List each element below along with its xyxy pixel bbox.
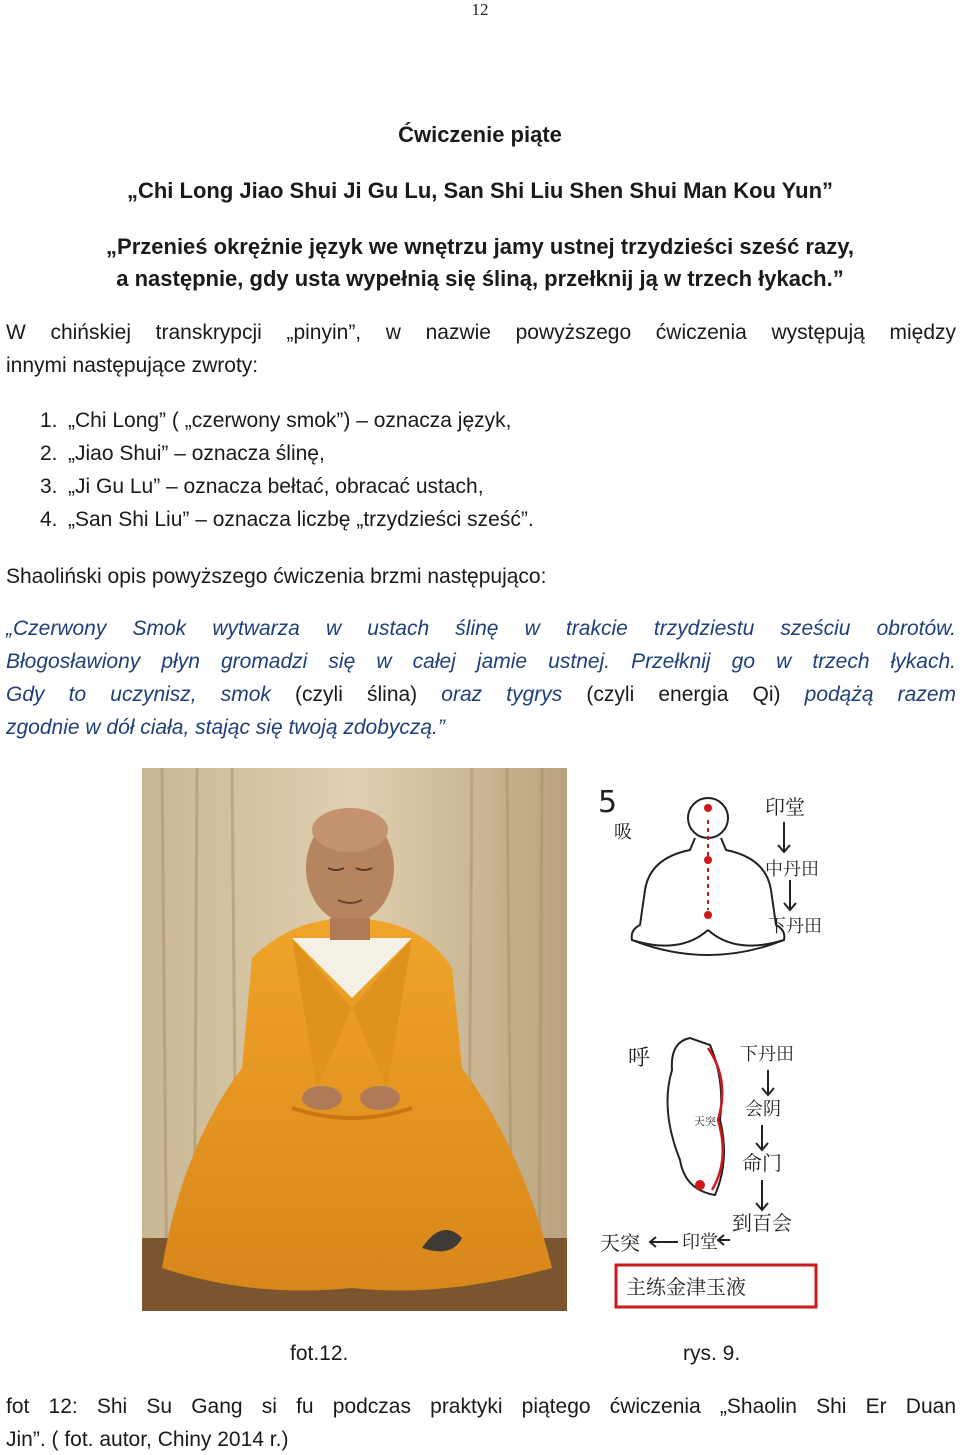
drawing-label: 下丹田: [740, 1044, 794, 1065]
drawing-box-text: 主练金津玉液: [626, 1275, 746, 1299]
quote-gloss: (czyli energia Qi): [586, 683, 781, 706]
exercise-heading: Ćwiczenie piąte: [398, 122, 562, 147]
term-text: „Ji Gu Lu” – oznacza bełtać, obracać ustach,: [68, 475, 484, 498]
term-list-item: [40, 409, 511, 433]
drawing-label: 印堂: [682, 1232, 718, 1253]
drawing-label: 吸: [614, 822, 632, 843]
term-number: 4.: [40, 508, 58, 531]
monk-photo: [142, 768, 567, 1311]
term-number: 1.: [40, 409, 58, 432]
term-text: „Chi Long” ( „czerwony smok”) – oznacza język,: [68, 409, 512, 432]
term-text: „Jiao Shui” – oznacza ślinę,: [68, 442, 325, 465]
term-text: „San Shi Liu” – oznacza liczbę „trzydzieści sześć”.: [68, 508, 534, 531]
term-list-item: [40, 475, 484, 499]
quote-segment: Gdy to uczynisz, smok: [6, 683, 271, 706]
quote-segment: oraz tygrys: [441, 683, 563, 706]
exercise-chinese-name: „Chi Long Jiao Shui Ji Gu Lu, San Shi Liu Shen Shui Man Kou Yun”: [126, 178, 834, 203]
footer-line-2: Jin”. ( fot. autor, Chiny 2014 r.): [6, 1428, 289, 1451]
instruction-line-2: a następnie, gdy usta wypełnią się śliną, przełknij ją w trzech łykach.”: [116, 266, 844, 291]
qi-flow-drawing: [590, 780, 840, 1320]
drawing-label: 到百会: [732, 1211, 792, 1235]
quote-gloss: (czyli ślina): [295, 683, 418, 706]
drawing-step-number: 5: [598, 785, 618, 820]
drawing-label: 呼: [628, 1046, 651, 1071]
term-list-item: [40, 508, 534, 532]
quote-line-2: Błogosławiony płyn gromadzi się w całej jamie ustnej. Przełknij go w trzech łykach.: [6, 650, 956, 673]
intro-paragraph-line-2: innymi następujące zwroty:: [6, 354, 259, 377]
intro-paragraph-line-1: W chińskiej transkrypcji „pinyin”, w nazwie powyższego ćwiczenia występują między: [6, 321, 956, 344]
drawing-label: 天突: [600, 1231, 640, 1255]
footer-line-1: fot 12: Shi Su Gang si fu podczas praktyki piątego ćwiczenia „Shaolin Shi Er Duan: [6, 1395, 956, 1418]
term-number: 2.: [40, 442, 58, 465]
quote-line-1: „Czerwony Smok wytwarza w ustach ślinę w trakcie trzydziestu sześciu obrotów.: [6, 617, 956, 640]
drawing-label: 会阴: [745, 1099, 781, 1120]
page-number: 12: [471, 0, 489, 19]
term-number: 3.: [40, 475, 58, 498]
photo-caption: fot.12.: [290, 1342, 349, 1365]
drawing-label: 命门: [742, 1151, 782, 1175]
quote-line-4: zgodnie w dół ciała, stając się twoją zdobyczą.”: [6, 716, 445, 739]
quote-line-3: [6, 683, 956, 707]
instruction-line-1: „Przenieś okrężnie język we wnętrzu jamy ustnej trzydzieści sześć razy,: [106, 234, 854, 259]
drawing-caption: rys. 9.: [683, 1342, 741, 1365]
drawing-label: 天突: [694, 1115, 716, 1128]
drawing-label: 下丹田: [768, 916, 822, 937]
shaolin-intro: Shaoliński opis powyższego ćwiczenia brzmi następująco:: [6, 565, 547, 588]
term-list-item: [40, 442, 325, 466]
drawing-label: 中丹田: [765, 859, 819, 880]
drawing-label: 印堂: [765, 795, 805, 819]
quote-segment: podążą razem: [804, 683, 956, 706]
